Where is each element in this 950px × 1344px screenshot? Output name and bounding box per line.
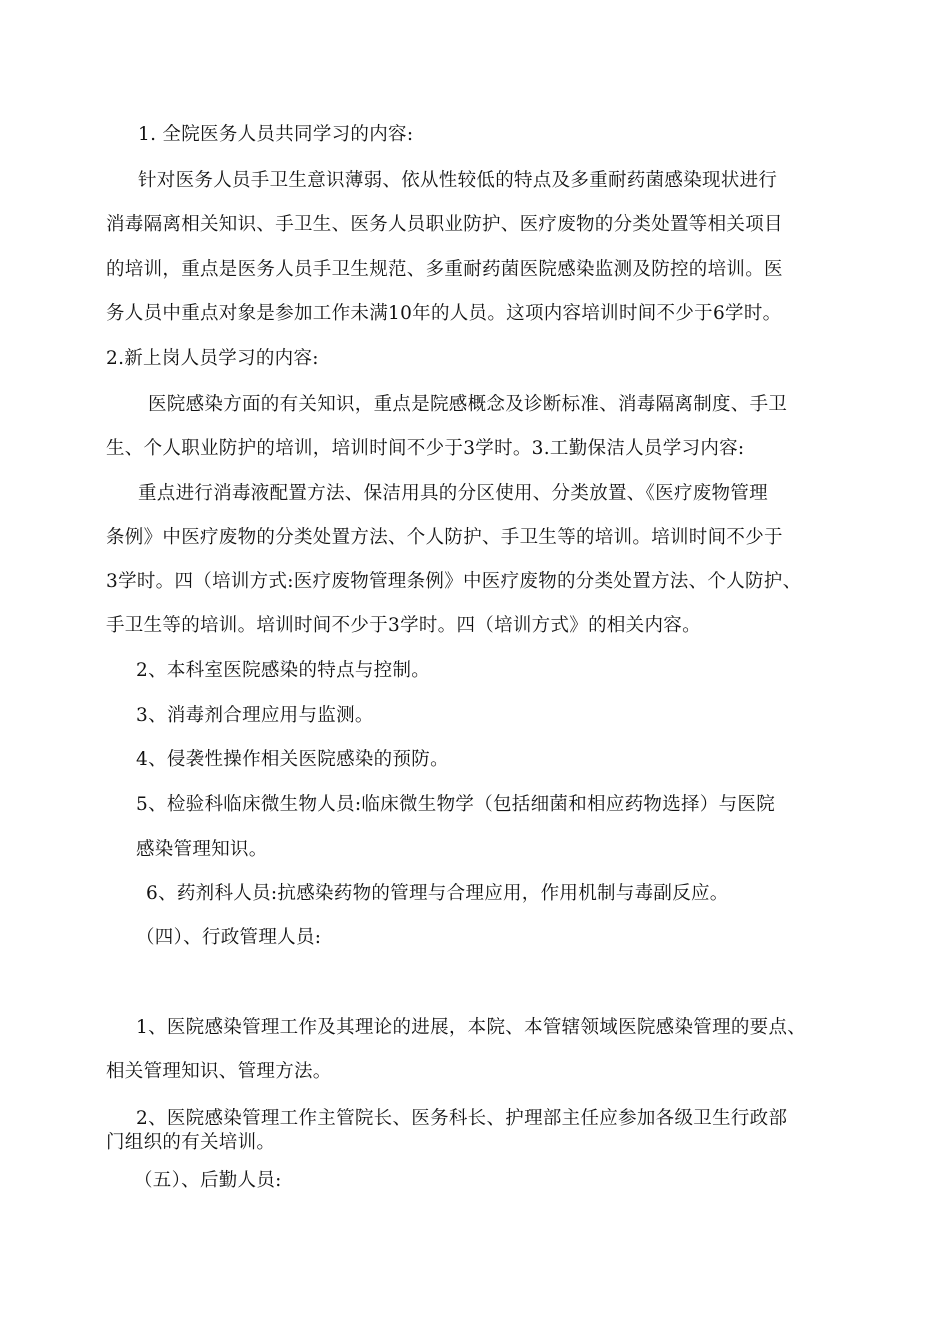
text-line: 条例》中医疗废物的分类处置方法、个人防护、手卫生等的培训。培训时间不少于 — [106, 527, 783, 548]
text-line: 2、本科室医院感染的特点与控制。 — [136, 660, 431, 681]
text-line: 相关管理知识、管理方法。 — [106, 1061, 332, 1082]
text-line: 1、医院感染管理工作及其理论的进展，本院、本管辖领域医院感染管理的要点、 — [136, 1017, 807, 1038]
text-line: 重点进行消毒液配置方法、保洁用具的分区使用、分类放置、《医疗废物管理 — [138, 483, 768, 504]
text-line: 务人员中重点对象是参加工作未满10年的人员。这项内容培训时间不少于6学时。 — [106, 303, 782, 324]
text-line: 5、检验科临床微生物人员:临床微生物学（包括细菌和相应药物选择）与医院 — [136, 794, 776, 815]
text-line: 1. 全院医务人员共同学习的内容: — [138, 124, 414, 145]
text-line: 门组织的有关培训。 — [106, 1132, 276, 1153]
section-heading: （五）、后勤人员: — [134, 1170, 282, 1191]
text-line: 2.新上岗人员学习的内容: — [106, 348, 319, 369]
text-line: 6、药剂科人员:抗感染药物的管理与合理应用，作用机制与毒副反应。 — [146, 883, 729, 904]
text-line: 生、个人职业防护的培训，培训时间不少于3学时。3.工勤保洁人员学习内容: — [106, 438, 745, 459]
text-line: 感染管理知识。 — [136, 839, 268, 860]
text-line: 3学时。四（培训方式:医疗废物管理条例》中医疗废物的分类处置方法、个人防护、 — [106, 571, 802, 592]
text-line: 手卫生等的培训。培训时间不少于3学时。四（培训方式》的相关内容。 — [106, 615, 701, 636]
text-line: 针对医务人员手卫生意识薄弱、依从性较低的特点及多重耐药菌感染现状进行 — [138, 170, 778, 191]
section-heading: （四）、行政管理人员: — [136, 927, 322, 948]
text-line: 医院感染方面的有关知识，重点是院感概念及诊断标准、消毒隔离制度、手卫 — [148, 394, 788, 415]
text-line: 2、医院感染管理工作主管院长、医务科长、护理部主任应参加各级卫生行政部 — [136, 1108, 788, 1129]
text-line: 的培训，重点是医务人员手卫生规范、多重耐药菌医院感染监测及防控的培训。医 — [106, 259, 783, 280]
text-line: 3、消毒剂合理应用与监测。 — [136, 705, 374, 726]
text-line: 4、侵袭性操作相关医院感染的预防。 — [136, 749, 449, 770]
text-line: 消毒隔离相关知识、手卫生、医务人员职业防护、医疗废物的分类处置等相关项目 — [106, 214, 783, 235]
